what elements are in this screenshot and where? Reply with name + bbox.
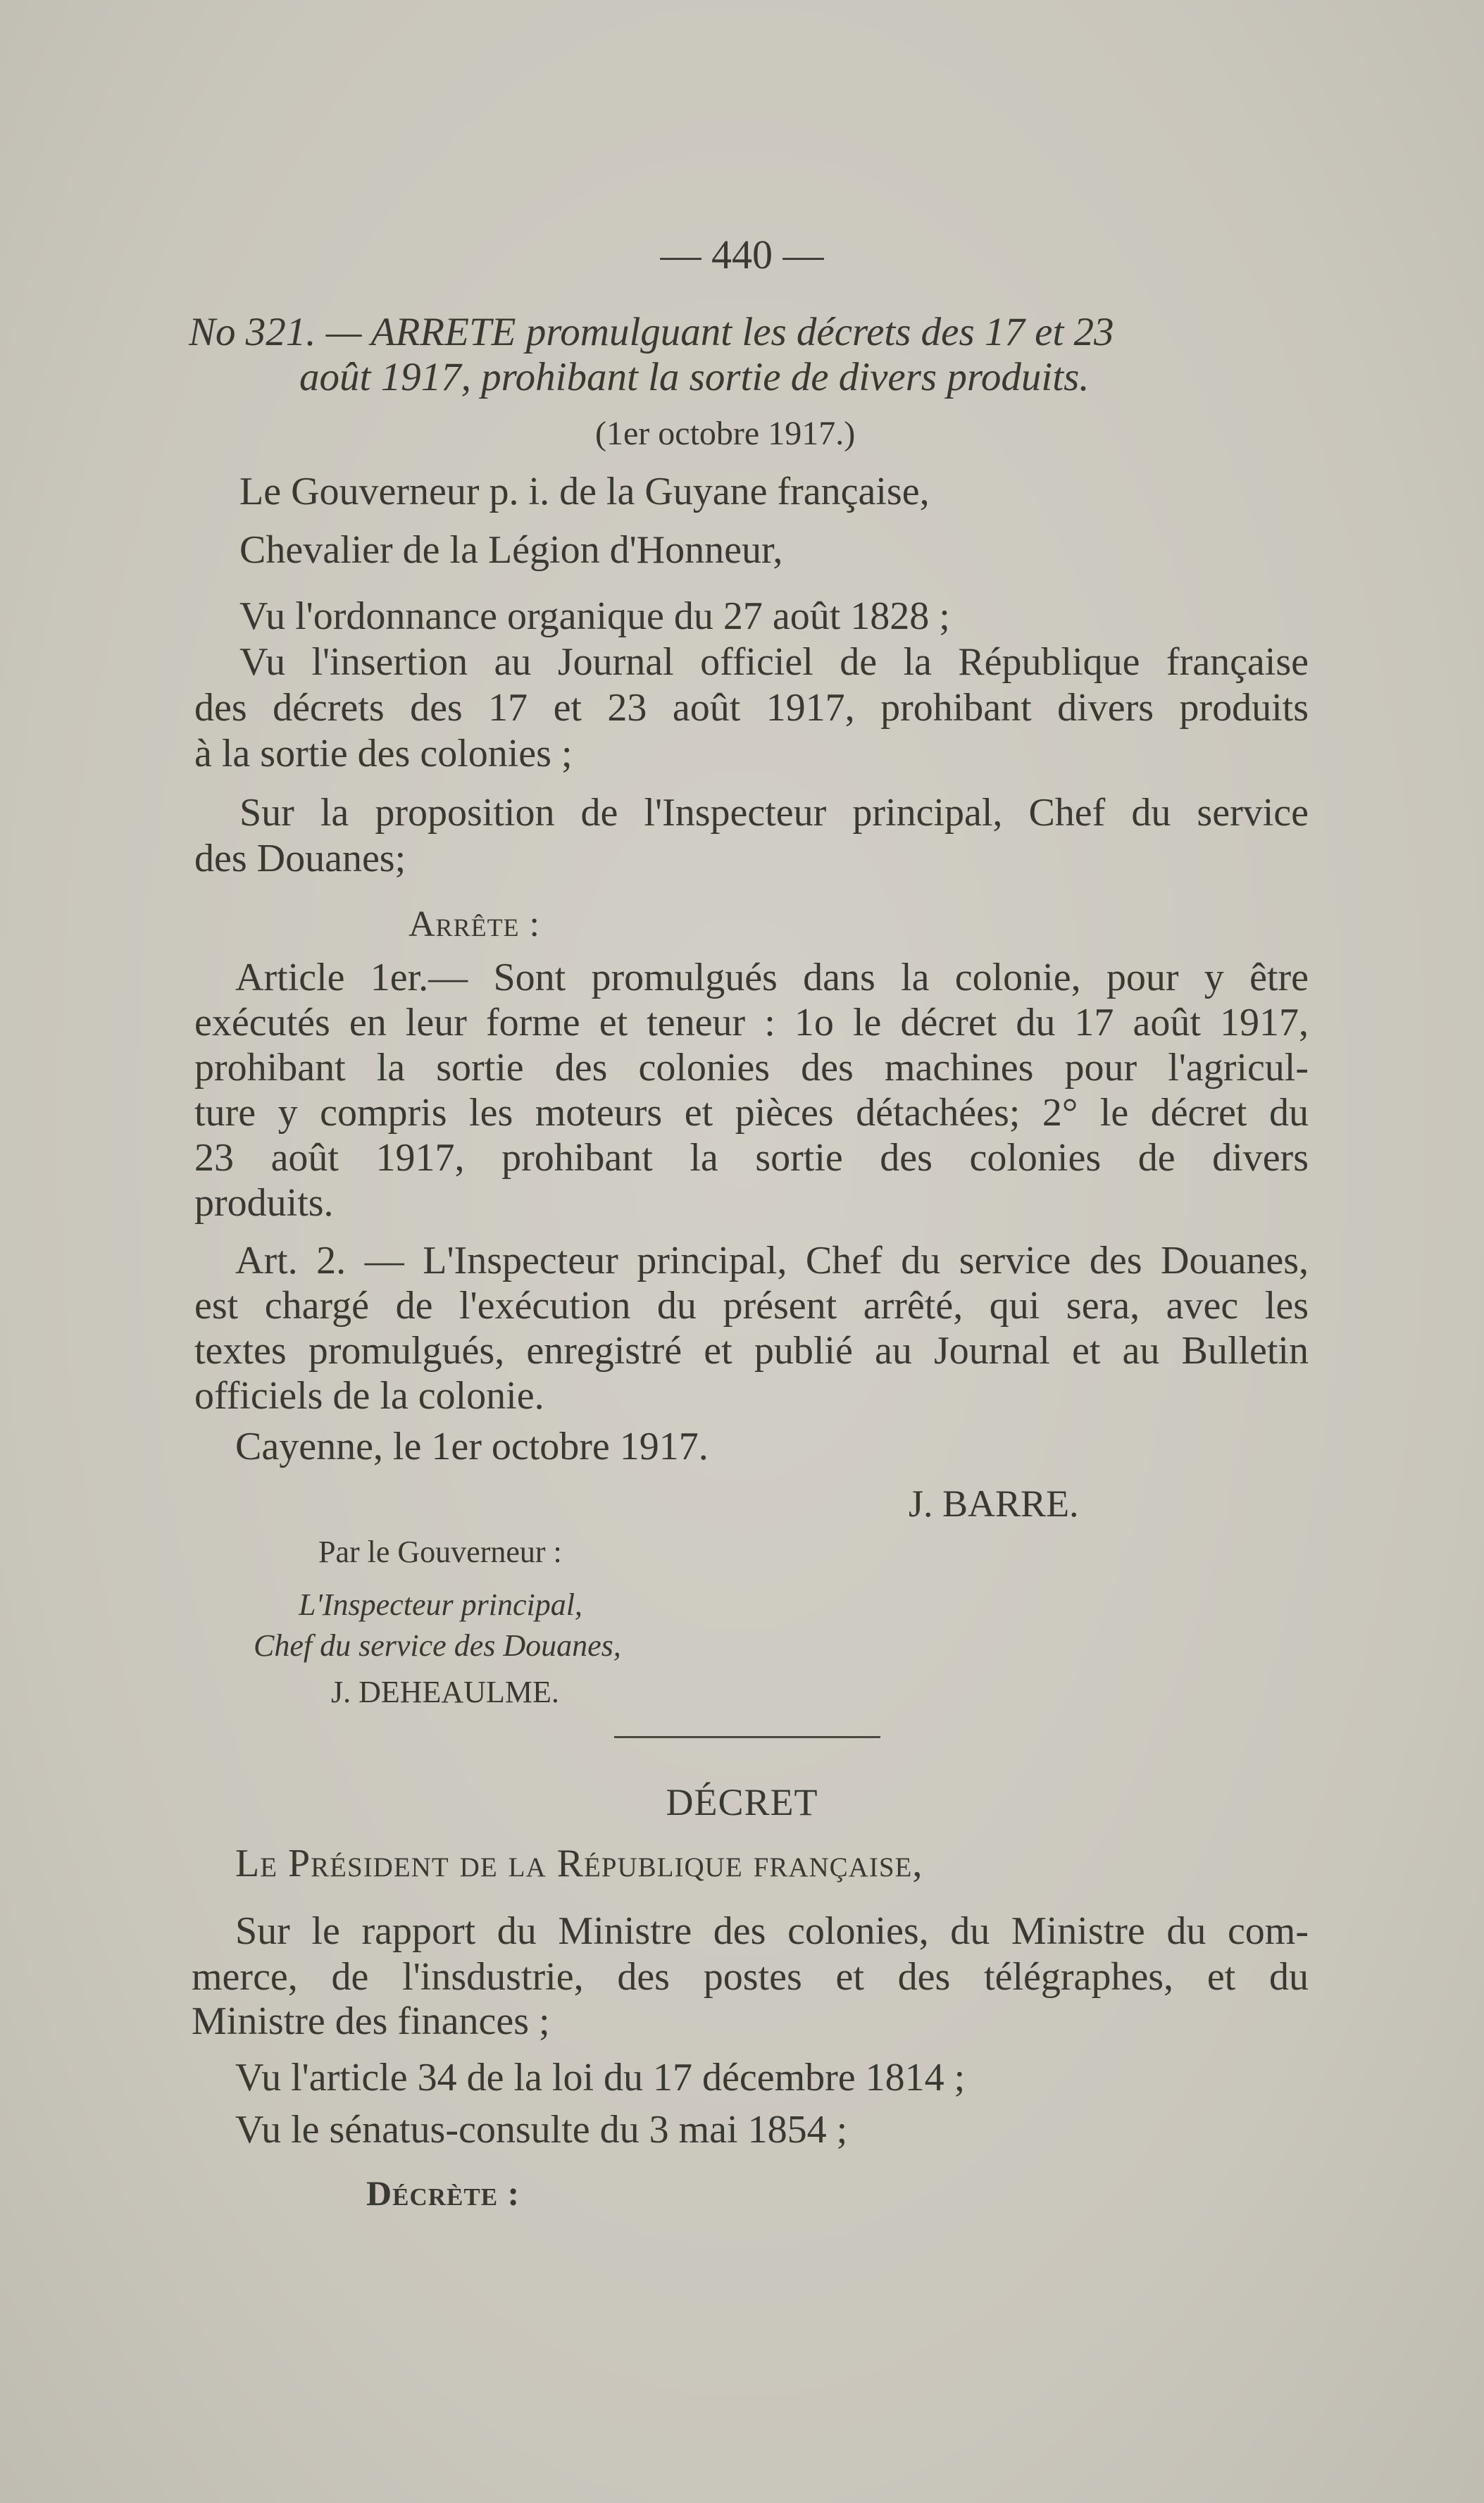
article-1-line-3: prohibant la sortie des colonies des machines pour l'agricul- — [194, 1046, 1309, 1090]
countersignature: J. DEHEAULME. — [331, 1675, 559, 1709]
vu-ordonnance: Vu l'ordonnance organique du 27 août 1828 ; — [239, 594, 950, 638]
vu-insertion-line-2: des décrets des 17 et 23 août 1917, prohibant divers produits — [194, 686, 1309, 730]
arrete-title-line-2: août 1917, prohibant la sortie de divers produits. — [299, 355, 1090, 399]
decret-vu-loi: Vu l'article 34 de la loi du 17 décembre 1814 ; — [235, 2056, 966, 2099]
article-2-line-1: Art. 2. — L'Inspecteur principal, Chef du service des Douanes, — [235, 1239, 1309, 1282]
decret-sur-rapport-line-2: merce, de l'insdustrie, des postes et des télégraphes, et du — [192, 1955, 1309, 1999]
article-2-line-4: officiels de la colonie. — [194, 1374, 544, 1418]
article-1-line-4: ture y compris les moteurs et pièces détachées; 2° le décret du — [194, 1091, 1309, 1135]
arrete-label: Arrête : — [409, 904, 540, 944]
chevalier-line: Chevalier de la Légion d'Honneur, — [239, 528, 783, 572]
decrete-label: Décrète : — [366, 2173, 520, 2213]
sur-proposition-line-2: des Douanes; — [194, 837, 406, 880]
inspecteur-principal: L'Inspecteur principal, — [299, 1587, 582, 1622]
chef-du-service: Chef du service des Douanes, — [254, 1628, 621, 1663]
page-number: — 440 — — [660, 232, 824, 277]
article-1-line-1: Article 1er.— Sont promulgués dans la colonie, pour y être — [235, 956, 1309, 999]
decret-sur-rapport-line-3: Ministre des finances ; — [192, 1999, 550, 2043]
governor-line: Le Gouverneur p. i. de la Guyane française, — [239, 470, 930, 513]
section-divider — [614, 1736, 880, 1738]
sur-proposition-line-1: Sur la proposition de l'Inspecteur principal, Chef du service — [239, 791, 1309, 835]
decret-title: DÉCRET — [666, 1781, 818, 1823]
article-1-line-6: produits. — [194, 1181, 334, 1225]
article-2-line-2: est chargé de l'exécution du présent arrêté, qui sera, avec les — [194, 1284, 1309, 1328]
par-le-gouverneur: Par le Gouverneur : — [318, 1535, 562, 1569]
article-1-line-5: 23 août 1917, prohibant la sortie des colonies de divers — [194, 1136, 1309, 1180]
president-line: Le Président de la République française, — [235, 1842, 923, 1885]
article-2-line-3: textes promulgués, enregistré et publié au Journal et au Bulletin — [194, 1329, 1309, 1373]
decret-vu-senatus-consulte: Vu le sénatus-consulte du 3 mai 1854 ; — [235, 2108, 848, 2152]
decret-sur-rapport-line-1: Sur le rapport du Ministre des colonies, du Ministre du com- — [235, 1909, 1309, 1953]
place-date: Cayenne, le 1er octobre 1917. — [235, 1425, 709, 1468]
signature-barre: J. BARRE. — [909, 1483, 1079, 1525]
vu-insertion-line-1: Vu l'insertion au Journal officiel de la République française — [239, 640, 1309, 684]
article-1-line-2: exécutés en leur forme et teneur : 1o le décret du 17 août 1917, — [194, 1001, 1309, 1044]
vu-insertion-line-3: à la sortie des colonies ; — [194, 732, 573, 775]
arrete-date: (1er octobre 1917.) — [595, 415, 856, 452]
arrete-title-line-1: No 321. — ARRETE promulguant les décrets des 17 et 23 — [189, 310, 1114, 354]
